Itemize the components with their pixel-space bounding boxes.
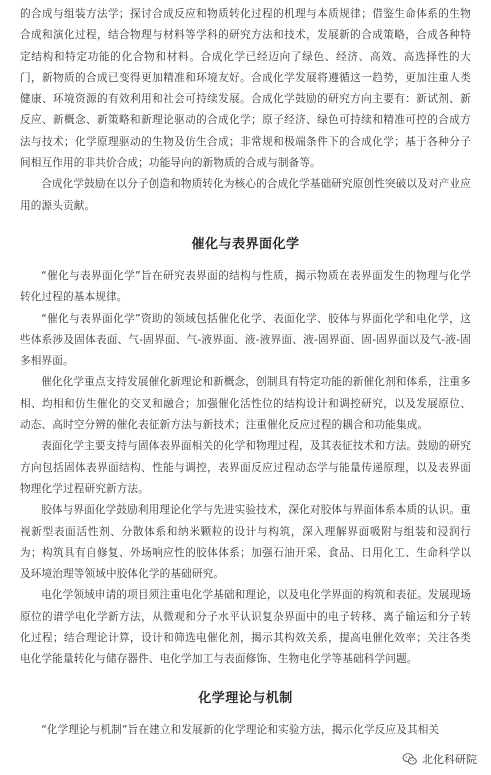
catalysis-paragraph-4: 表面化学主要支持与固体表界面相关的化学和物理过程，及其表征技术和方法。鼓励的研究方向包括固体表界面结构、性能与调控，表界面反应过程动态学与能量传递原理，以及表界面物理化学过程研究新方法。 <box>20 440 471 495</box>
catalysis-paragraph-1: “催化与表界面化学”旨在研究表界面的结构与性质，揭示物质在表界面发生的物理与化学转化过程的基本规律。 <box>20 269 471 304</box>
catalysis-paragraph-5: 胶体与界面化学鼓励利用理论化学与先进实验技术，深化对胶体与界面体系本质的认识。重视新型表面活性剂、分散体系和纳米颗粒的设计与构筑，深入理解界面吸附与组装和浸润行为；构筑具有自修复、外场响应性的胶体体系；加强石油开采、食品、日用化工、生命科学以及环境治理等领域中胶体化学的基础研究。 <box>20 504 471 581</box>
section-title-theory: 化学理论与机制 <box>198 690 293 706</box>
catalysis-paragraph-6: 电化学领域申请的项目须注重电化学基础和理论，以及电化学界面的构筑和表征。发展现场原位的谱学电化学新方法，从微观和分子水平认识复杂界面中的电子转移、离子输运和分子转化过程；结合理论计算，设计和筛选电催化剂，揭示其构效关系，提高电催化效率；关注各类电化学能量转化与储存器件、电化学加工与表面修饰、生物电化学等基础科学问题。 <box>20 589 471 666</box>
catalysis-paragraph-2: “催化与表界面化学”资助的领域包括催化化学、表面化学、胶体与界面化学和电化学，这些体系涉及固体表面、气-固界面、气-液界面、液-液界面、液-固界面、固-固界面以及气-液-固多相界面。 <box>20 312 471 368</box>
watermark-text: 北化科研院 <box>422 753 477 766</box>
synthesis-paragraph-1: 的合成与组装方法学；探讨合成反应和物质转化过程的机理与本质规律；借鉴生命体系的生物合成和演化过程，结合物理与材料等学科的研究方法和技术，发展新的合成策略，合成各种特定结构和特定功能的化合物和材料。合成化学已经迈向了绿色、经济、高效、高选择性的大门，新物质的合成已变得更加精准和环境友好。合成化学发展将遵循这一趋势，更加注重人类健康、环境资源的有效利用和社会可持续发展。合成化学鼓励的研究方向主要有：新试剂、新反应、新概念、新策略和新理论驱动的合成化学；原子经济、绿色可持续和精准可控的合成方法与技术；化学原理驱动的生物及仿生合成；非常规和极端条件下的合成化学；基于各种分子间相互作用的非共价合成；功能导向的新物质的合成与制备等。 <box>20 8 471 170</box>
theory-paragraph-1: “化学理论与机制”旨在建立和发展新的化学理论和实验方法，揭示化学反应及其相关 <box>41 723 440 736</box>
wechat-icon <box>402 751 418 767</box>
synthesis-paragraph-2: 合成化学鼓励在以分子创造和物质转化为核心的合成化学基础研究原创性突破以及对产业应用的源头贡献。 <box>20 178 471 212</box>
catalysis-paragraph-3: 催化化学重点支持发展催化新理论和新概念，创制具有特定功能的新催化剂和体系，注重多相、均相和仿生催化的交叉和融合；加强催化活性位的结构设计和调控研究，以及发展原位、动态、高时空分辨的催化表征新方法与新技术；注重催化反应过程的耦合和功能集成。 <box>20 376 471 432</box>
watermark <box>402 751 477 767</box>
section-title-catalysis: 催化与表界面化学 <box>191 236 300 252</box>
